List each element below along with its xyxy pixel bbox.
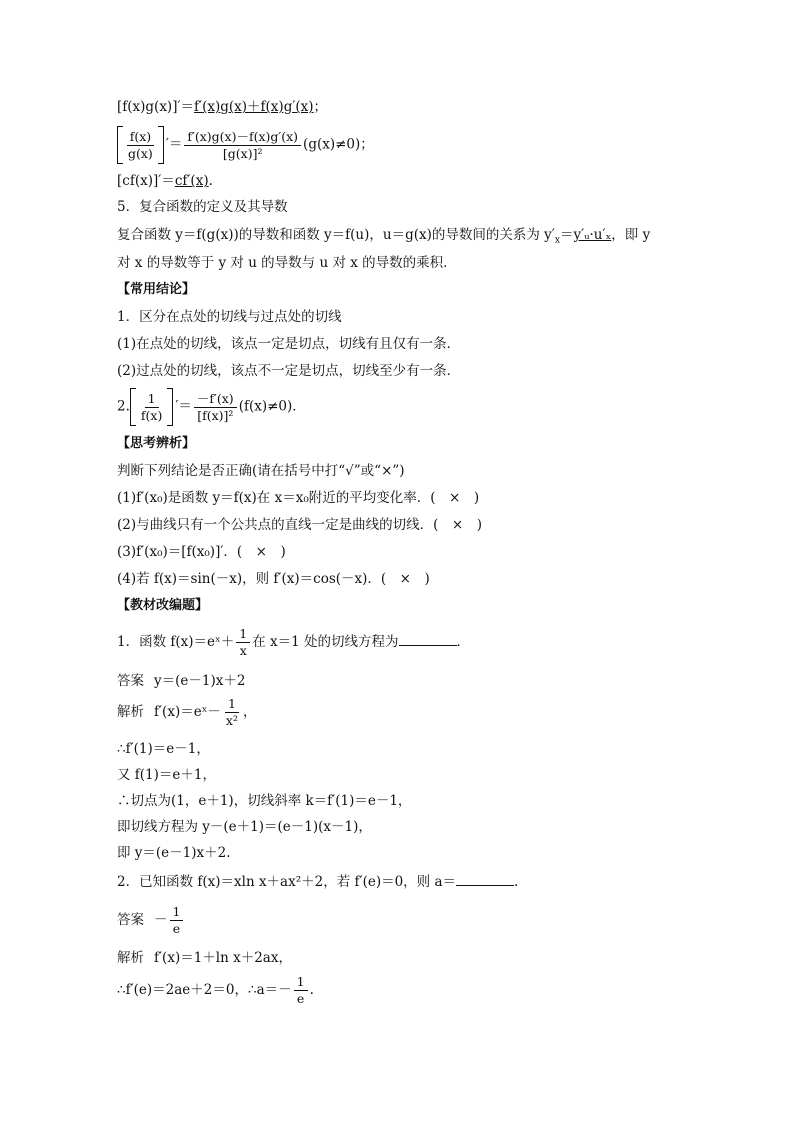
product-rule-end: ； bbox=[313, 99, 328, 115]
section-5-heading: 5．复合函数的定义及其导数 bbox=[117, 199, 288, 215]
solution-1-line-3: 又 f(1)＝e＋1， bbox=[117, 767, 216, 783]
answer-2 bbox=[117, 904, 185, 937]
answer-label: 答案 bbox=[117, 673, 144, 689]
fraction-numerator: 1 bbox=[145, 391, 159, 408]
fraction-denominator: [g(x)]² bbox=[222, 145, 263, 161]
problem-end: ． bbox=[456, 634, 470, 650]
fraction-denominator: g(x) bbox=[128, 145, 153, 161]
reciprocal-result-fraction bbox=[194, 391, 237, 424]
reciprocal-eq: ′＝ bbox=[175, 398, 192, 415]
chain-rule-answer: y′ᵤ·u′ₓ bbox=[573, 227, 612, 243]
para-text: 复合函数 y＝f(g(x))的导数和函数 y＝f(u)，u＝g(x)的导数间的关系为 y′ bbox=[117, 227, 555, 243]
fraction-denominator: [f(x)]² bbox=[197, 407, 234, 423]
product-rule bbox=[117, 98, 327, 116]
fraction-numerator: 1 bbox=[225, 696, 239, 713]
common-conclusions-heading: 【常用结论】 bbox=[117, 282, 196, 297]
solution-1-line-4: ∴切点为(1，e＋1)，切线斜率 k＝f′(1)＝e－1， bbox=[117, 793, 412, 809]
section-5-para-2: 对 x 的导数等于 y 对 u 的导数与 u 对 x 的导数的乘积． bbox=[117, 255, 457, 271]
fraction-numerator: 1 bbox=[294, 974, 308, 991]
solution-1-line-5: 即切线方程为 y－(e＋1)＝(e－1)(x－1)， bbox=[117, 819, 372, 835]
constant-rule-lhs: [cf(x)]′＝ bbox=[117, 173, 175, 189]
fraction-denominator: f(x) bbox=[140, 407, 163, 423]
para-eq: ＝ bbox=[559, 227, 574, 243]
solution-text: f′(x)＝eˣ－ bbox=[154, 704, 221, 720]
fraction-denominator: e bbox=[296, 991, 305, 1006]
answer-sign: － bbox=[154, 912, 168, 928]
answer-2-fraction bbox=[170, 904, 184, 937]
solution-1-line-6: 即 y＝(e－1)x＋2. bbox=[117, 845, 231, 861]
bracket-right bbox=[158, 126, 164, 164]
solution-2-fraction bbox=[294, 974, 308, 1007]
solution-text: ∴f′(e)＝2ae＋2＝0，∴a＝－ bbox=[117, 982, 292, 998]
think-heading: 【思考辨析】 bbox=[117, 436, 196, 451]
answer-blank bbox=[399, 631, 457, 646]
solution-2-line-2 bbox=[117, 974, 314, 1007]
conclusion-1b: (2)过点处的切线，该点不一定是切点，切线至少有一条． bbox=[117, 363, 461, 379]
subscript-x: x bbox=[554, 235, 560, 246]
problem-end: . bbox=[514, 874, 519, 890]
constant-rule bbox=[117, 172, 213, 190]
fraction-numerator: f′(x)g(x)－f(x)g′(x) bbox=[184, 129, 301, 146]
constant-rule-end: . bbox=[208, 173, 213, 189]
fraction-numerator: f(x) bbox=[127, 129, 154, 146]
reciprocal-condition: (f(x)≠0)． bbox=[238, 398, 306, 415]
think-intro: 判断下列结论是否正确(请在括号中打“√”或“×”) bbox=[117, 463, 405, 479]
bracket-left bbox=[130, 388, 136, 426]
problem-text: 1．函数 f(x)＝eˣ＋ bbox=[117, 634, 235, 650]
solution-1-line-2: ∴f′(1)＝e－1， bbox=[117, 741, 210, 757]
fraction-numerator: 1 bbox=[170, 904, 184, 921]
quotient-condition: (g(x)≠0)； bbox=[303, 136, 374, 153]
answer-label: 答案 bbox=[117, 912, 144, 928]
fraction-numerator: －f′(x) bbox=[194, 391, 237, 408]
reciprocal-fraction bbox=[138, 391, 165, 424]
fraction-numerator: 1 bbox=[236, 626, 250, 643]
answer-1 bbox=[117, 672, 245, 690]
solution-1-line-1 bbox=[117, 696, 256, 729]
fraction-denominator: e bbox=[172, 921, 181, 936]
solution-label: 解析 bbox=[117, 704, 144, 720]
think-q2: (2)与曲线只有一个公共点的直线一定是曲线的切线．( × ) bbox=[117, 517, 482, 533]
product-rule-answer: f′(x)g(x)＋f(x)g′(x) bbox=[194, 99, 314, 115]
bracket-left bbox=[117, 126, 123, 164]
constant-rule-answer: cf′(x) bbox=[174, 173, 209, 189]
problem-1-fraction bbox=[236, 626, 250, 659]
solution-2-line-1 bbox=[117, 949, 292, 967]
section-5-para-1 bbox=[117, 226, 650, 250]
quotient-eq: ′＝ bbox=[165, 136, 183, 153]
item-number: 2. bbox=[117, 398, 130, 415]
solution-label: 解析 bbox=[117, 950, 144, 966]
textbook-heading: 【教材改编题】 bbox=[117, 598, 209, 613]
problem-text: 2．已知函数 f(x)＝xln x＋ax²＋2，若 f′(e)＝0，则 a＝ bbox=[117, 874, 457, 890]
answer-blank bbox=[456, 871, 514, 886]
conclusion-1a: (1)在点处的切线，该点一定是切点，切线有且仅有一条． bbox=[117, 336, 461, 352]
solution-end: . bbox=[309, 982, 314, 998]
para-end: ，即 y bbox=[611, 227, 651, 243]
quotient-result-fraction bbox=[184, 129, 301, 162]
think-q1: (1)f′(x₀)是函数 y＝f(x)在 x＝x₀附近的平均变化率．( × ) bbox=[117, 490, 480, 506]
fraction-denominator: x bbox=[239, 643, 247, 658]
problem-2 bbox=[117, 871, 518, 891]
fraction-denominator: x² bbox=[225, 713, 238, 728]
problem-1 bbox=[117, 626, 470, 659]
answer-value: y＝(e－1)x＋2 bbox=[154, 673, 246, 689]
bracket-right bbox=[167, 388, 173, 426]
solution-text: f′(x)＝1＋ln x＋2ax， bbox=[154, 950, 292, 966]
think-q4: (4)若 f(x)＝sin(－x)，则 f′(x)＝cos(－x)．( × ) bbox=[117, 571, 430, 587]
product-rule-lhs: [f(x)g(x)]′＝ bbox=[117, 99, 195, 115]
conclusion-2 bbox=[117, 388, 306, 426]
quotient-inner-fraction bbox=[125, 129, 156, 162]
think-q3: (3)f′(x₀)＝[f(x₀)]′．( × ) bbox=[117, 544, 286, 560]
conclusion-1: 1．区分在点处的切线与过点处的切线 bbox=[117, 309, 342, 325]
quotient-rule bbox=[117, 126, 374, 164]
solution-end: ， bbox=[242, 704, 257, 720]
solution-1-fraction bbox=[223, 696, 241, 729]
problem-text: 在 x＝1 处的切线方程为 bbox=[252, 634, 399, 650]
